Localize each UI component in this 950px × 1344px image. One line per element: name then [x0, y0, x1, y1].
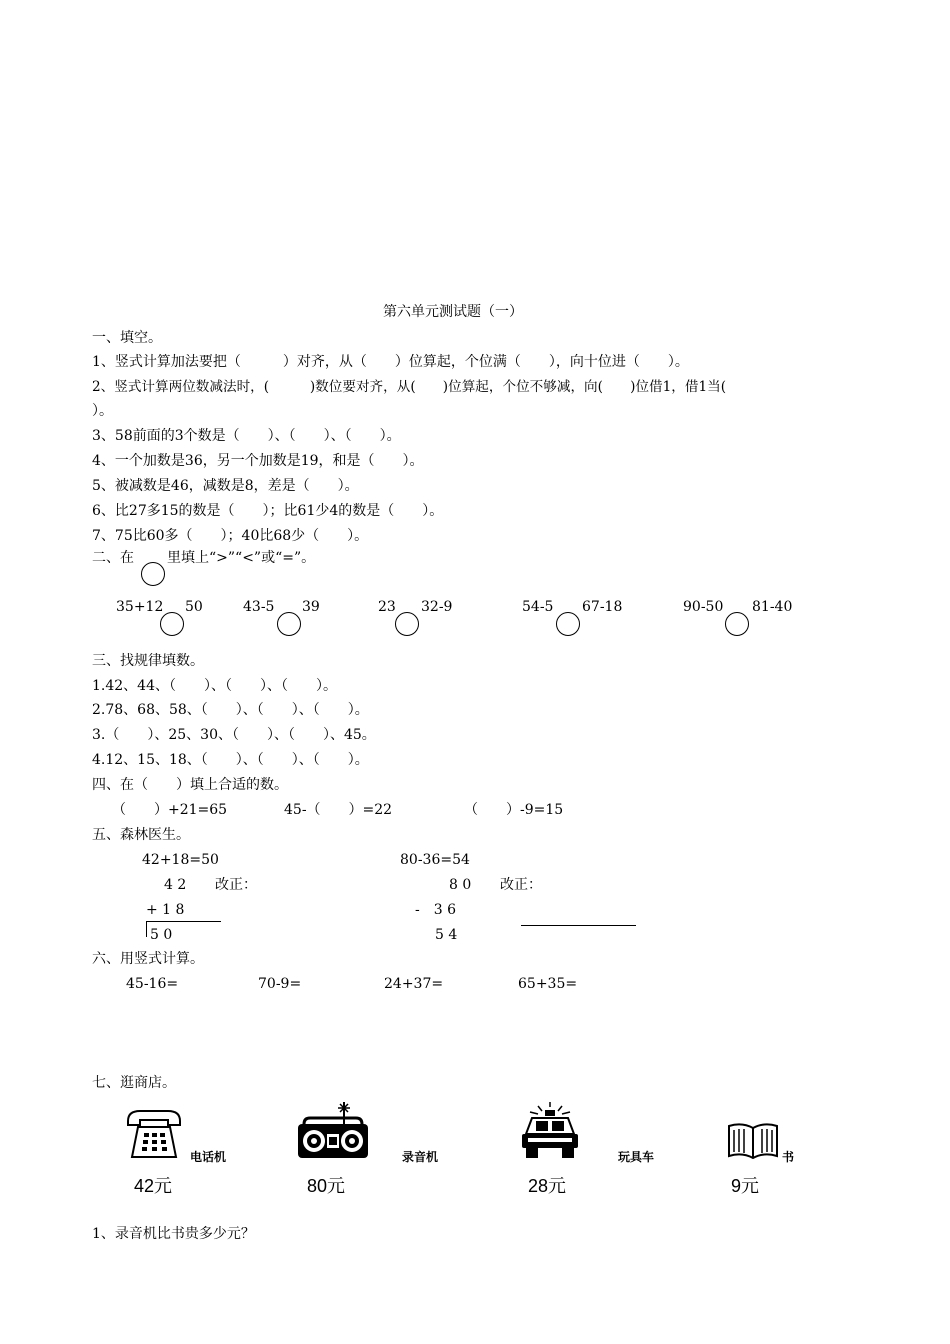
- s5-problem-1-rule: [146, 921, 221, 922]
- s3-question-2: 2.78、68、58、（ ）、（ ）、（ ）。: [92, 702, 369, 718]
- s1-question-5: 5、被减数是46，减数是8，差是（ ）。: [92, 478, 359, 494]
- item-label-book: 书: [782, 1150, 795, 1164]
- item-label-radio: 录音机: [402, 1150, 439, 1164]
- compare-4-left: 54-5: [522, 599, 554, 615]
- s4-equation-3: （ ）-9=15: [464, 802, 564, 818]
- item-price-telephone: 42元: [134, 1176, 173, 1196]
- compare-3-circle[interactable]: [395, 612, 419, 636]
- s6-expression-3: 24+37=: [384, 976, 444, 992]
- s5-problem-1-top: 4 2: [164, 877, 187, 893]
- telephone-icon: [124, 1107, 184, 1163]
- s3-question-3: 3.（ ）、25、30、（ ）、（ ）、45。: [92, 727, 376, 743]
- s6-expression-1: 45-16=: [126, 976, 179, 992]
- compare-1-circle[interactable]: [160, 612, 184, 636]
- s5-problem-1-result: 5 0: [150, 927, 173, 943]
- s1-question-2: 2、竖式计算两位数减法时，( )数位要对齐，从( )位算起，个位不够减，向( )位借1，借1当(: [92, 379, 727, 395]
- compare-1-left: 35+12: [116, 599, 164, 615]
- s1-question-4: 4、一个加数是36，另一个加数是19，和是（ ）。: [92, 453, 424, 469]
- s1-question-6: 6、比27多15的数是（ ）；比61少4的数是（ ）。: [92, 503, 444, 519]
- page-title: 第六单元测试题（一）: [383, 304, 523, 320]
- compare-1-right: 50: [185, 599, 203, 615]
- compare-2-right: 39: [302, 599, 320, 615]
- s6-expression-2: 70-9=: [258, 976, 302, 992]
- section-7-heading: 七、逛商店。: [92, 1075, 176, 1091]
- compare-2-circle[interactable]: [277, 612, 301, 636]
- s5-problem-2-top: 8 0: [449, 877, 472, 893]
- s1-question-2-end: ）。: [92, 403, 113, 419]
- s4-equation-1: （ ）+21=65: [112, 802, 228, 818]
- section-2-heading-a: 二、在: [92, 550, 134, 566]
- item-price-book: 9元: [731, 1176, 760, 1196]
- s5-problem-2-result: 5 4: [435, 927, 458, 943]
- compare-2-left: 43-5: [243, 599, 275, 615]
- compare-3-right: 32-9: [421, 599, 453, 615]
- s7-question-1: 1、录音机比书贵多少元？: [92, 1226, 255, 1242]
- s1-question-7: 7、75比60多（ ）；40比68少（ ）。: [92, 528, 369, 544]
- item-label-toy-car: 玩具车: [618, 1150, 655, 1164]
- s3-question-1: 1.42、44、（ ）、（ ）、（ ）。: [92, 678, 337, 694]
- book-icon: [726, 1122, 780, 1162]
- s5-problem-2-fix-label: 改正：: [500, 877, 542, 893]
- section-5-heading: 五、森林医生。: [92, 827, 190, 843]
- section-4-heading: 四、在（ ）填上合适的数。: [92, 777, 288, 793]
- s5-problem-1-rule-side: [146, 921, 147, 937]
- item-price-toy-car: 28元: [528, 1176, 567, 1196]
- s1-question-1: 1、竖式计算加法要把（ ）对齐，从（ ）位算起，个位满（ ），向十位进（ ）。: [92, 354, 689, 370]
- s4-equation-2: 45-（ ）=22: [284, 802, 393, 818]
- s1-question-3: 3、58前面的3个数是（ ）、（ ）、（ ）。: [92, 428, 401, 444]
- compare-4-circle[interactable]: [556, 612, 580, 636]
- toy-car-icon: [520, 1102, 580, 1164]
- s5-problem-1-addend: + 1 8: [146, 902, 185, 918]
- compare-5-right: 81-40: [752, 599, 793, 615]
- s5-problem-1-equation: 42+18=50: [142, 852, 219, 868]
- section-3-heading: 三、找规律填数。: [92, 653, 204, 669]
- s5-problem-2-subtrahend: - 3 6: [415, 902, 456, 918]
- s3-question-4: 4.12、15、18、（ ）、（ ）、（ ）。: [92, 752, 369, 768]
- compare-5-left: 90-50: [683, 599, 724, 615]
- s5-problem-2-equation: 80-36=54: [400, 852, 470, 868]
- item-price-radio: 80元: [307, 1176, 346, 1196]
- section-1-heading: 一、填空。: [92, 330, 162, 346]
- s6-expression-4: 65+35=: [518, 976, 578, 992]
- compare-circle-example: [141, 562, 165, 586]
- compare-4-right: 67-18: [582, 599, 623, 615]
- s5-problem-1-fix-label: 改正：: [215, 877, 257, 893]
- radio-icon: [296, 1100, 370, 1164]
- item-label-telephone: 电话机: [190, 1150, 227, 1164]
- section-2-heading-b: 里填上“>”“<”或“=”。: [167, 550, 316, 566]
- compare-5-circle[interactable]: [725, 612, 749, 636]
- compare-3-left: 23: [378, 599, 396, 615]
- section-6-heading: 六、用竖式计算。: [92, 951, 204, 967]
- s5-correction-line: [521, 925, 636, 926]
